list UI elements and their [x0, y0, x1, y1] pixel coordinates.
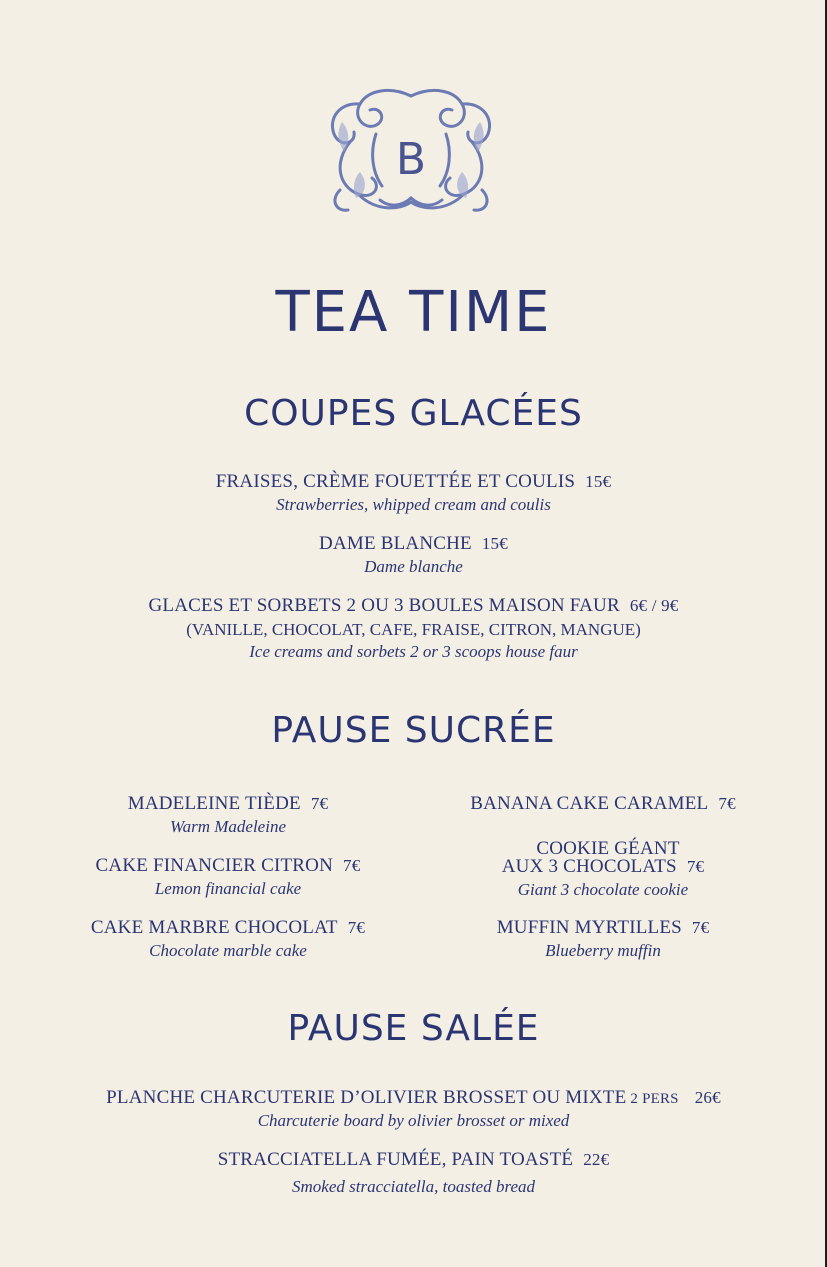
- item-name: BANANA CAKE CARAMEL: [470, 793, 709, 814]
- item-name: CAKE MARBRE CHOCOLAT: [90, 917, 338, 938]
- item-name-line2: AUX 3 CHOCOLATS: [501, 856, 677, 877]
- menu-item-dame-blanche: [0, 534, 827, 575]
- item-name: STRACCIATELLA FUMÉE, PAIN TOASTÉ: [217, 1149, 574, 1170]
- item-translation: Blueberry muffin: [545, 941, 661, 960]
- item-name: GLACES ET SORBETS 2 OU 3 BOULES MAISON FAUR: [148, 595, 620, 616]
- menu-item-glaces: [0, 596, 827, 660]
- item-translation: Charcuterie board by olivier brosset or mixed: [257, 1111, 570, 1130]
- section-title-sucree: PAUSE SUCRÉE: [271, 710, 556, 751]
- item-translation: Ice creams and sorbets 2 or 3 scoops house faur: [249, 642, 578, 661]
- item-name: CAKE FINANCIER CITRON: [95, 855, 334, 876]
- item-price: 6€ / 9€: [629, 596, 679, 615]
- menu-item-planche: [0, 1088, 827, 1129]
- item-name: FRAISES, CRÈME FOUETTÉE ET COULIS: [215, 471, 576, 492]
- item-price: 7€: [310, 794, 329, 813]
- item-translation: Giant 3 chocolate cookie: [517, 880, 689, 899]
- item-portion: 2 PERS: [630, 1091, 679, 1107]
- item-price: 15€: [585, 472, 612, 491]
- item-price: 7€: [686, 857, 705, 876]
- item-name: DAME BLANCHE: [319, 533, 472, 554]
- menu-title: TEA TIME: [275, 280, 552, 345]
- menu-item-madeleine: [38, 794, 418, 835]
- item-translation: Smoked stracciatella, toasted bread: [292, 1177, 535, 1196]
- section-title-coupes: COUPES GLACÉES: [244, 393, 583, 434]
- item-price: 26€: [694, 1088, 721, 1107]
- item-price: 15€: [481, 534, 508, 553]
- item-translation: Chocolate marble cake: [149, 941, 307, 960]
- menu-item-fraises: [0, 472, 827, 513]
- item-translation: Dame blanche: [364, 557, 463, 576]
- menu-item-marbre: [38, 918, 418, 959]
- menu-item-cookie: [418, 839, 788, 898]
- item-name: PLANCHE CHARCUTERIE D’OLIVIER BROSSET OU MIXTE: [106, 1087, 627, 1108]
- item-name: MUFFIN MYRTILLES: [496, 917, 682, 938]
- item-price: 22€: [583, 1150, 610, 1169]
- crest-logo-icon: [320, 82, 502, 220]
- svg-text:B: B: [395, 134, 427, 185]
- item-translation: Lemon financial cake: [154, 879, 302, 898]
- item-price: 7€: [347, 918, 366, 937]
- item-price: 7€: [691, 918, 710, 937]
- menu-item-banana-cake: [418, 794, 788, 813]
- item-name: MADELEINE TIÈDE: [127, 793, 301, 814]
- item-price: 7€: [718, 794, 736, 813]
- item-translation: Warm Madeleine: [170, 817, 286, 836]
- item-name-line1: COOKIE GÉANT: [536, 838, 680, 859]
- menu-item-financier: [38, 856, 418, 897]
- item-translation: Strawberries, whipped cream and coulis: [276, 495, 551, 514]
- item-flavours: (VANILLE, CHOCOLAT, CAFE, FRAISE, CITRON, MANGUE): [186, 620, 641, 639]
- menu-item-muffin: [418, 918, 788, 959]
- section-title-salee: PAUSE SALÉE: [287, 1008, 540, 1049]
- menu-item-stracciatella: [0, 1150, 827, 1195]
- item-price: 7€: [343, 856, 361, 875]
